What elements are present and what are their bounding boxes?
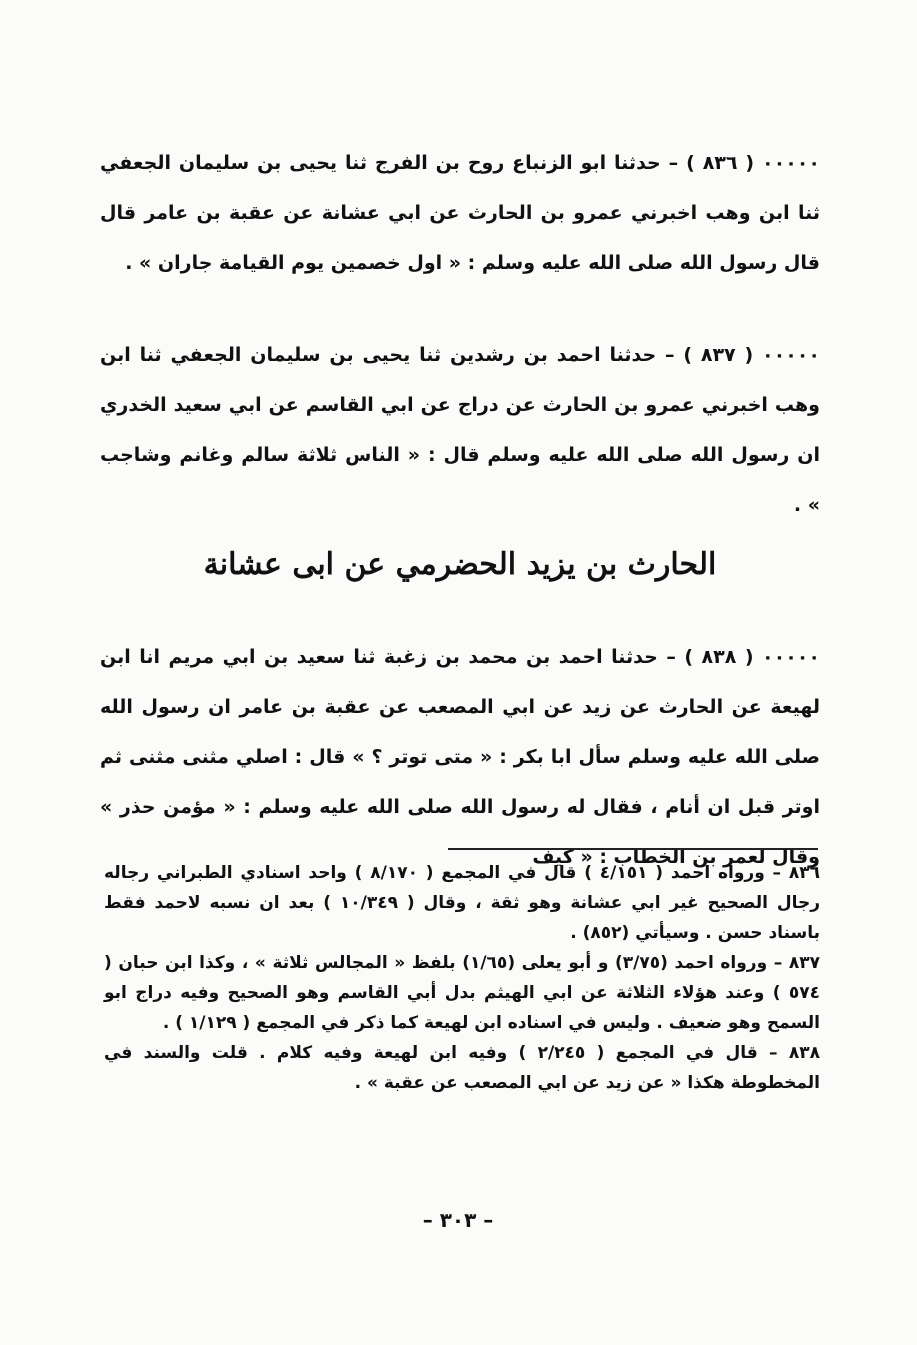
footnote-837: ٨٣٧ – ورواه احمد (٣/٧٥) و أبو يعلى (١/٦٥) بلفظ « المجالس ثلاثة » ، وكذا ابن حبان ( ٥٧٤ ) وعند هؤلاء الثلاثة عن ابي الهيثم بدل أبي القاسم وهو الصحيح وفيه دراج ابو السمح وهو ضعيف . وليس في اسناده ابن لهيعة كما ذكر في المجمع ( ١/١٢٩ ) . — [104, 953, 820, 1033]
footnote-separator — [448, 848, 818, 850]
footnote-836: ٨٣٦ – ورواه احمد ( ٤/١٥١ ) قال في المجمع ( ٨/١٧٠ ) واحد اسنادي الطبراني رجاله رجال الصحيح غير ابي عشانة وهو ثقة ، وقال ( ١٠/٣٤٩ ) بعد ان نسبه لاحمد فقط باسناد حسن . وسيأتي (٨٥٢) . — [104, 863, 821, 943]
footnotes — [104, 858, 820, 1098]
hadith-paragraph-837: ٠٠٠٠٠ ( ٨٣٧ ) – حدثنا احمد بن رشدين ثنا يحيى بن سليمان الجعفي ثنا ابن وهب اخبرني عمرو بن الحارث عن دراج عن ابي القاسم عن ابي سعيد الخدري ان رسول الله صلى الله عليه وسلم قال : « الناس ثلاثة سالم وغانم وشاجب » . — [100, 344, 820, 516]
hadith-paragraph-836: ٠٠٠٠٠ ( ٨٣٦ ) – حدثنا ابو الزنباع روح بن الفرج ثنا يحيى بن سليمان الجعفي ثنا ابن وهب اخبرني عمرو بن الحارث عن ابي عشانة عن عقبة بن عامر قال قال رسول الله صلى الله عليه وسلم : « اول خصمين يوم القيامة جاران » . — [100, 152, 820, 274]
section-heading: الحارث بن يزيد الحضرمي عن ابى عشانة — [203, 547, 717, 582]
page-number: – ٣٠٣ – — [422, 1208, 494, 1232]
hadith-paragraph-838: ٠٠٠٠٠ ( ٨٣٨ ) – حدثنا احمد بن محمد بن زغبة ثنا سعيد بن ابي مريم انا ابن لهيعة عن الحارث عن زيد عن ابي المصعب عن عقبة بن عامر ان رسول الله صلى الله عليه وسلم سأل ابا بكر : « متى توتر ؟ » قال : اصلي مثنى مثنى ثم اوتر قبل ان أنام ، فقال له رسول الله صلى الله عليه وسلم : « مؤمن حذر » وقال لعمر بن الخطاب : « كيف — [100, 646, 820, 868]
footnote-838: ٨٣٨ – قال في المجمع ( ٢/٢٤٥ ) وفيه ابن لهيعة وفيه كلام . قلت والسند في المخطوطة هكذا « عن زيد عن ابي المصعب عن عقبة » . — [104, 1043, 820, 1093]
